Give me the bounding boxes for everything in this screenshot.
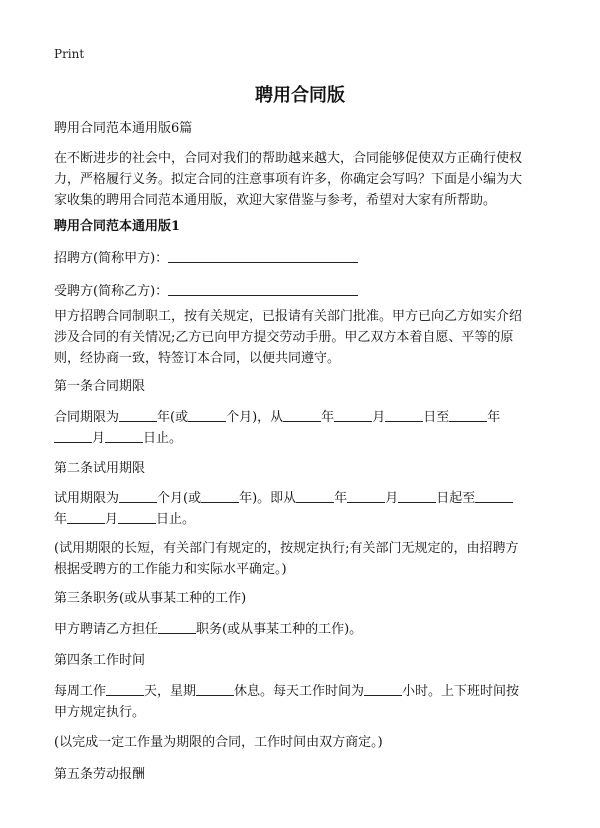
blank [196, 681, 234, 696]
blank [54, 428, 92, 443]
article-2-line [54, 509, 549, 530]
text-segment: 合同期限为 [54, 410, 120, 425]
blank [334, 407, 372, 422]
blank [188, 407, 226, 422]
text-segment: 月 [105, 512, 119, 527]
text-segment: 日止。 [143, 431, 183, 446]
article-2-body [54, 488, 549, 530]
document-title: 聘用合同版 [255, 85, 345, 106]
text-segment: 月 [385, 491, 399, 506]
text-segment: 年 [321, 410, 335, 425]
text-segment: 试用期限为 [54, 491, 120, 506]
blank [347, 488, 385, 503]
text-segment: 休息。每天工作时间为 [234, 684, 365, 699]
party-a-blank [168, 248, 358, 263]
blank [106, 681, 144, 696]
intro-paragraph [54, 148, 549, 211]
intro-line: 力，严格履行义务。拟定合同的注意事项有许多，你确定会写吗？下面是小编为大 [54, 172, 523, 187]
text-segment: 年(或 [157, 410, 189, 425]
preamble-line: 甲方招聘合同制职工，按有关规定，已报请有关部门批准。甲方已向乙方如实介绍 [54, 309, 523, 324]
section-heading: 聘用合同范本通用版1 [54, 219, 181, 234]
text-segment: 个月(或 [157, 491, 202, 506]
blank [105, 428, 143, 443]
article-4-body [54, 681, 549, 723]
text-segment: 日止。 [156, 512, 196, 527]
text-segment: 年)。即从 [239, 491, 297, 506]
article-4-line [54, 681, 549, 702]
party-b-line [54, 281, 549, 302]
article-1-line [54, 428, 549, 449]
subtitle: 聘用合同范本通用版6篇 [54, 121, 193, 136]
text-segment: 甲方聘请乙方担任 [54, 622, 159, 637]
blank [118, 509, 156, 524]
article-4-note: (以完成一定工作量为期限的合同，工作时间由双方商定。) [54, 735, 383, 750]
text-segment: 日起至 [436, 491, 476, 506]
article-4-line: 甲方规定执行。 [54, 705, 146, 720]
article-2-line [54, 488, 549, 509]
blank [119, 407, 157, 422]
article-3-body [54, 619, 549, 640]
blank [119, 488, 157, 503]
intro-line: 家收集的聘用合同范本通用版，欢迎大家借鉴与参考，希望对大家有所帮助。 [54, 193, 497, 208]
text-segment: 小时。上下班时间按 [402, 684, 520, 699]
blank [158, 619, 196, 634]
note-line: (试用期限的长短，有关部门有规定的，按规定执行;有关部门无规定的，由招聘方 [54, 541, 519, 556]
text-segment: 年 [487, 410, 501, 425]
blank [398, 488, 436, 503]
party-a-label: 招聘方(简称甲方)： [54, 251, 169, 266]
text-segment: 年 [334, 491, 348, 506]
article-1-heading: 第一条合同期限 [54, 379, 146, 394]
text-segment: 月 [372, 410, 386, 425]
blank [296, 488, 334, 503]
article-1-body [54, 407, 549, 449]
preamble-line: 涉及合同的有关情况;乙方已向甲方提交劳动手册。甲乙双方本着自愿、平等的原 [54, 330, 514, 345]
text-segment: 每周工作 [54, 684, 107, 699]
print-link[interactable]: Print [54, 47, 85, 61]
party-a-line [54, 248, 549, 269]
party-b-label: 受聘方(简称乙方)： [54, 284, 169, 299]
blank [283, 407, 321, 422]
text-segment: 职务(或从事某工种的工作)。 [196, 622, 363, 637]
preamble-paragraph [54, 306, 549, 369]
blank [449, 407, 487, 422]
note-line: 根据受聘方的工作能力和实际水平确定。) [54, 562, 287, 577]
text-segment: 个月)，从 [226, 410, 284, 425]
article-5-heading: 第五条劳动报酬 [54, 767, 146, 782]
blank [475, 488, 513, 503]
article-4-heading: 第四条工作时间 [54, 653, 146, 668]
article-3-heading: 第三条职务(或从事某工种的工作) [54, 591, 247, 606]
blank [364, 681, 402, 696]
text-segment: 年 [54, 512, 68, 527]
blank [201, 488, 239, 503]
intro-line: 在不断进步的社会中，合同对我们的帮助越来越大，合同能够促使双方正确行使权 [54, 151, 523, 166]
text-segment: 月 [92, 431, 106, 446]
preamble-line: 则，经协商一致，特签订本合同，以便共同遵守。 [54, 351, 341, 366]
text-segment: 天，星期 [144, 684, 197, 699]
article-2-note [54, 538, 549, 580]
article-2-heading: 第二条试用期限 [54, 461, 146, 476]
party-b-blank [168, 281, 358, 296]
article-1-line [54, 407, 549, 428]
text-segment: 日至 [423, 410, 450, 425]
blank [67, 509, 105, 524]
blank [385, 407, 423, 422]
